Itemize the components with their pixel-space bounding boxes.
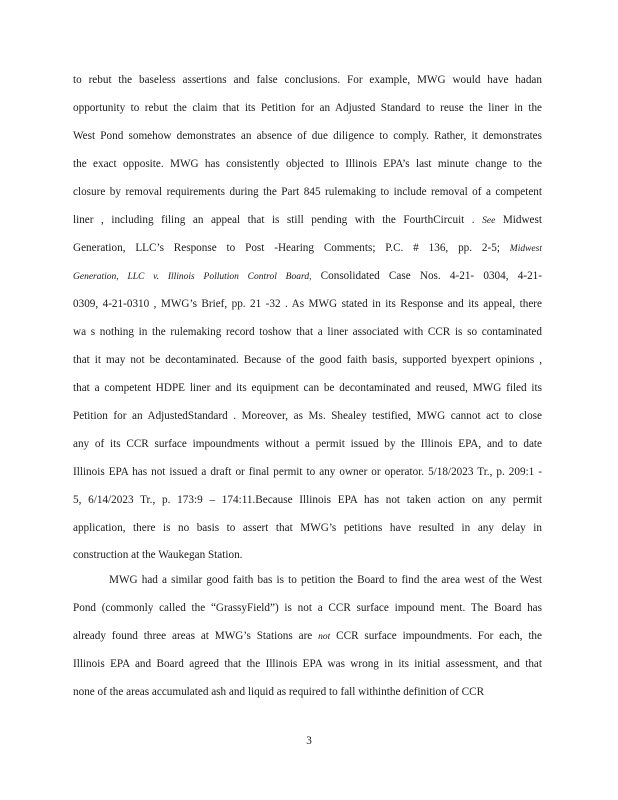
text-segment: to rebut the baseless assertions and false conclusions. For example, MWG would have hadan (73, 74, 542, 86)
text-line (73, 629, 542, 644)
page-number: 3 (306, 735, 312, 747)
text-segment: none of the areas accumulated ash and liquid as required to fall withinthe definition of CCR (73, 685, 485, 698)
italic-text: not (318, 631, 331, 642)
text-line (73, 657, 542, 671)
text-line (73, 269, 542, 284)
text-segment: Pond (commonly called the “GrassyField”) is not a CCR surface impound ment. The Board has (73, 601, 542, 614)
text-line (73, 185, 542, 199)
text-segment: Petition for an AdjustedStandard . Moreover, as Ms. Shealey testified, MWG cannot act to close (73, 409, 542, 422)
text-line (109, 573, 542, 587)
italic-text: Midwest (509, 243, 542, 254)
text-line (73, 685, 542, 699)
text-segment: closure by removal requirements during the Part 845 rulemaking to include removal of a competent (73, 185, 542, 198)
text-segment: already found three areas at MWG’s Stations are (73, 629, 319, 642)
text-segment: Generation, LLC’s Response to Post -Hearing Comments; P.C. # 136, pp. 2-5; (73, 241, 510, 254)
text-line (73, 381, 542, 395)
text-segment: Consolidated Case Nos. 4-21- 0304, 4-21- (311, 269, 542, 282)
text-segment: that it may not be decontaminated. Because of the good faith basis, supported byexpert opinions , (73, 353, 542, 366)
text-line (73, 493, 542, 507)
text-line (73, 157, 542, 171)
text-segment: the exact opposite. MWG has consistently objected to Illinois EPA’s last minute change to the (73, 157, 542, 170)
text-line (73, 325, 542, 339)
text-line (73, 548, 542, 562)
text-segment: MWG had a similar good faith bas is to petition the Board to find the area west of the West (109, 574, 542, 586)
text-line (73, 101, 542, 115)
text-segment: Illinois EPA and Board agreed that the Illinois EPA was wrong in its initial assessment, and that (73, 657, 542, 670)
text-segment: 5, 6/14/2023 Tr., p. 173:9 – 174:11.Because Illinois EPA has not taken action on any permit (73, 493, 542, 506)
text-segment: that a competent HDPE liner and its equipment can be decontaminated and reused, MWG filed its (73, 381, 542, 394)
text-segment: Midwest (495, 213, 542, 226)
text-segment: wa s nothing in the rulemaking record toshow that a liner associated with CCR is so contaminated (73, 325, 542, 338)
text-segment: liner , including filing an appeal that is still pending with the FourthCircuit . (73, 213, 483, 226)
text-line (73, 73, 542, 87)
text-segment: opportunity to rebut the claim that its Petition for an Adjusted Standard to reuse the liner in the (73, 101, 542, 114)
text-segment: application, there is no basis to assert that MWG’s petitions have resulted in any delay in (73, 521, 542, 534)
text-line (73, 353, 542, 367)
text-line (73, 409, 542, 423)
text-segment: 0309, 4-21-0310 , MWG’s Brief, pp. 21 -32 . As MWG stated in its Response and its appeal, there (73, 297, 542, 310)
text-line (73, 213, 542, 228)
italic-text: Generation, LLC v. Illinois Pollution Control Board, (73, 271, 312, 282)
text-line (73, 297, 542, 311)
text-segment: construction at the Waukegan Station. (73, 549, 243, 562)
italic-text: See (482, 215, 496, 226)
text-segment: Illinois EPA has not issued a draft or final permit to any owner or operator. 5/18/2023 Tr., p. 209:1 - (73, 465, 542, 478)
text-segment: West Pond somehow demonstrates an absence of due diligence to comply. Rather, it demonstrates (73, 129, 542, 142)
text-line (73, 437, 542, 451)
text-line (73, 241, 542, 256)
text-segment: any of its CCR surface impoundments without a permit issued by the Illinois EPA, and to date (73, 437, 542, 450)
text-line (73, 601, 542, 615)
text-segment: CCR surface impoundments. For each, the (330, 629, 542, 642)
text-line (73, 129, 542, 143)
text-line (73, 521, 542, 535)
text-line (73, 465, 542, 479)
